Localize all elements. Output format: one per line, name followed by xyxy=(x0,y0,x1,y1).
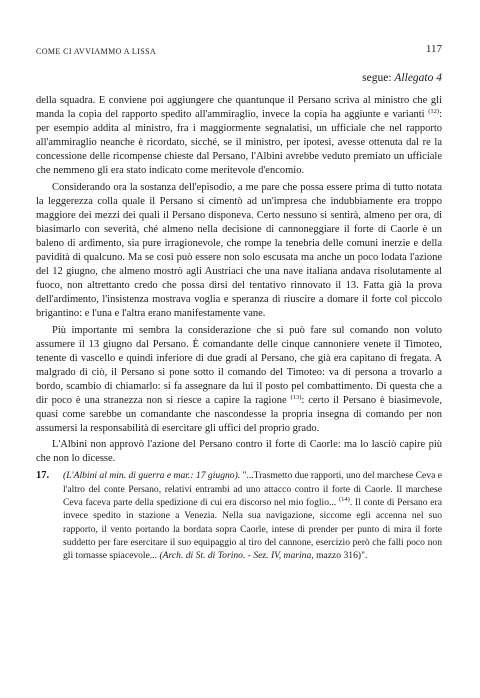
paragraph-2-text: Considerando ora la sostanza dell'episodio, a me pare che possa essere prima di tutto notata la leggerezza colla quale il Persano si cimentò ad un'impresa che indubbiamente era troppo maggiore dei mezzi dei quali il Persano disponeva. Certo nessuno si sentirà, almeno per ora, di biasimarlo con severità, ché almeno nella decisione di cannoneggiare il forte di Caorle è un baleno di ardimento, sia pure irragionevole, che rompe la tenebria delle comuni inerzie e della pavidità di qualcuno. Ma se così può essere non solo escusata ma anche un poco lodata l'azione del 12 giugno, che almeno mostrò agli Austriaci che una nave italiana andava risolutamente al fuoco, non altrettanto credo che possa dirsi del tentativo rinnovato il 13. Fatta già la prova dell'ardimento, l'insistenza mostrava voglia e speranza di riuscire a domare il forte col piccolo brigantino: e l'una e l'altra erano manifestamente vane. xyxy=(36,181,442,320)
body-text xyxy=(36,94,442,563)
note-heading: (L'Albini al min. di guerra e mar.: 17 giugno). xyxy=(63,470,241,482)
paragraph-4-text: L'Albini non approvò l'azione del Persano contro il forte di Caorle: ma lo lasciò capire più che non lo dicesse. xyxy=(36,439,442,465)
paragraph-4 xyxy=(36,438,442,466)
paragraph-3 xyxy=(36,324,442,437)
paragraph-2 xyxy=(36,181,442,322)
appendix-label xyxy=(300,72,442,84)
note-source: (Arch. di St. di Torino. - Sez. IV, marina, xyxy=(159,550,314,562)
note-source-tail: mazzo 316)". xyxy=(313,550,368,562)
footnote-ref-13: (13) xyxy=(290,393,302,401)
note-quote-cont: . Il conte di Persano era invece spedito in stazione a Venezia. Nella sua navigazione, siccome egli accenna nel suo rapporto, il vento portando la bordata sopra Caorle, intese di prender per punto di mira il forte suddetto per fare esercitare il suo equipaggio al tiro del cannone, esercizio però che falli poco non gli tornasse spiacevole... xyxy=(63,497,442,562)
paragraph-3-text-cont: : certo il Persano è biasimevole, quasi come sarebbe un comandante che nascondesse la propria insegna di comando per non assumersi la responsabilità di esercitare gli uffici del proprio grado. xyxy=(36,394,442,435)
page-number: 117 xyxy=(425,43,442,55)
note-quote: "...Trasmetto due rapporti, uno del marchese Ceva e l'altro del conte Persano, relativi entrambi ad uno attacco contro il forte di Caorle. Il marchese Ceva faceva parte della spedizione di cui era discorso nel mio foglio... xyxy=(63,470,442,509)
note-17 xyxy=(36,469,442,562)
note-number: 17. xyxy=(36,470,50,482)
appendix-prefix: segue: xyxy=(362,72,395,84)
paragraph-1-text: della squadra. E conviene poi aggiungere che quantunque il Persano scriva al ministro che gli manda la copia del rapporto spedito all'ammiraglio, invece la copia ha aggiunte e varianti xyxy=(36,95,442,121)
footnote-ref-12: (12) xyxy=(428,108,440,116)
paragraph-3-text: Più importante mi sembra la considerazione che si può fare sul comando non voluto assumere il 13 giugno dal Persano. È comandante delle cinque cannoniere venete il Timoteo, tenente di vascello e quindi inferiore di due gradi al Persano, che già era capitano di fregata. A malgrado di ciò, il Persano si pone sotto il comando del Timoteo: va di persona a trovarlo a bordo, scambio di chiamarlo: si fa assegnare da lui il posto pel combattimento. Di questa che a dir poco è una stranezza non si riesce a capire la ragione xyxy=(36,324,442,406)
appendix-name: Allegato 4 xyxy=(394,72,442,84)
running-head: COME CI AVVIAMMO A LISSA xyxy=(36,47,157,56)
footnote-ref-14: (14) xyxy=(338,496,350,504)
paragraph-1-text-cont: : per esempio addita al ministro, fra i maggiormente segnalatisi, un ufficiale che nel rapporto all'ammiraglio neanche è ricordato, sicché, se il ministro, per ipotesi, avesse ottenuta dal re la concessione delle ricompense chieste dal Persano, l'Albini avrebbe veduto premiato un ufficiale che nemmeno gli era stato indicato come meritevole d'encomio. xyxy=(36,109,442,177)
paragraph-1 xyxy=(36,94,442,179)
note-text xyxy=(63,469,442,562)
